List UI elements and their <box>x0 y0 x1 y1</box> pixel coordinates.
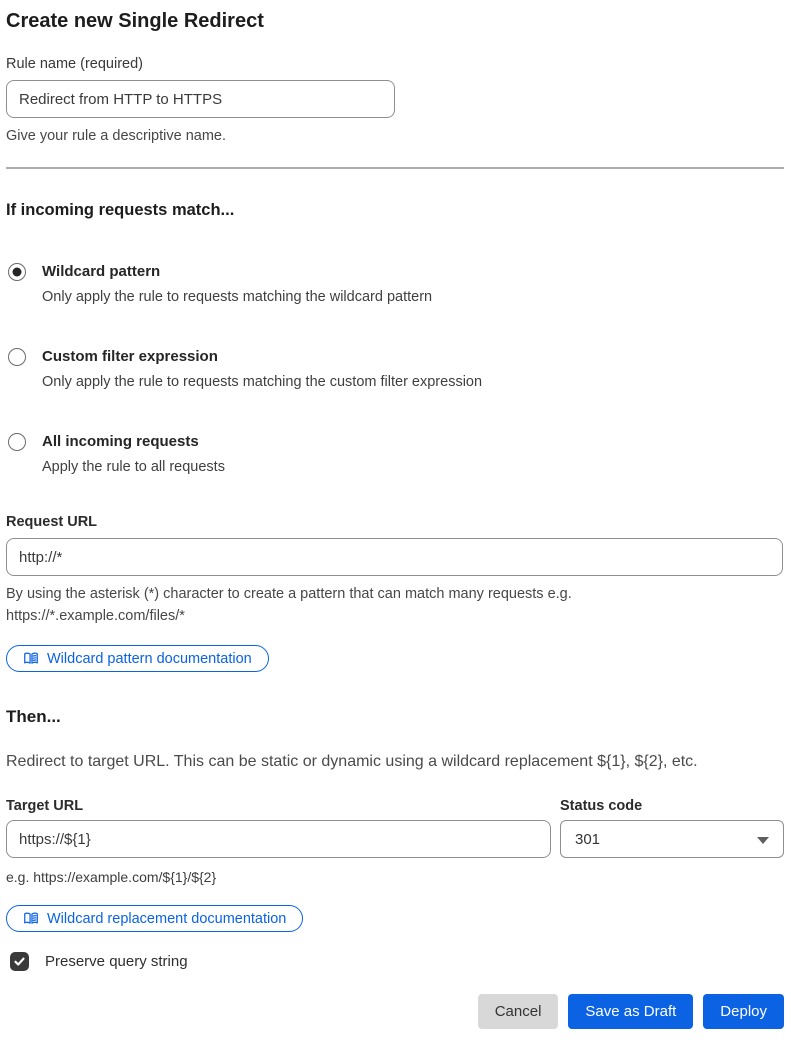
radio-option-wildcard-pattern[interactable] <box>8 261 784 308</box>
footer-actions <box>6 994 784 1029</box>
rule-name-input[interactable] <box>6 80 395 118</box>
open-book-icon <box>23 651 39 666</box>
preserve-query-label: Preserve query string <box>45 953 188 970</box>
status-code-select[interactable] <box>560 820 784 858</box>
status-code-value: 301 <box>575 831 600 848</box>
cancel-button[interactable]: Cancel <box>478 994 559 1029</box>
rule-name-label: Rule name (required) <box>6 54 784 74</box>
target-url-input[interactable] <box>6 820 551 858</box>
radio-option-custom-filter[interactable] <box>8 346 784 393</box>
wildcard-pattern-docs-label: Wildcard pattern documentation <box>47 651 252 667</box>
chevron-down-icon <box>757 837 769 844</box>
request-url-input[interactable] <box>6 538 783 576</box>
match-section-heading: If incoming requests match... <box>6 199 784 221</box>
radio-label: All incoming requests <box>42 431 225 453</box>
wildcard-pattern-docs-button[interactable] <box>6 645 269 672</box>
radio-description: Apply the rule to all requests <box>42 456 225 478</box>
rule-name-help: Give your rule a descriptive name. <box>6 125 784 147</box>
target-url-label: Target URL <box>6 796 551 816</box>
radio-description: Only apply the rule to requests matching the wildcard pattern <box>42 286 432 308</box>
radio-label: Custom filter expression <box>42 346 482 368</box>
status-code-label: Status code <box>560 796 784 816</box>
radio-unselected-icon[interactable] <box>8 433 26 451</box>
request-url-label: Request URL <box>6 512 784 532</box>
preserve-query-checkbox-row[interactable] <box>10 952 784 971</box>
wildcard-replacement-docs-button[interactable] <box>6 905 303 932</box>
open-book-icon <box>23 911 39 926</box>
then-section-heading: Then... <box>6 705 784 729</box>
create-single-redirect-form <box>0 8 791 1029</box>
section-divider <box>6 167 784 169</box>
target-status-labels-row <box>6 796 784 816</box>
save-as-draft-button[interactable]: Save as Draft <box>568 994 693 1029</box>
radio-label: Wildcard pattern <box>42 261 432 283</box>
radio-option-all-requests[interactable] <box>8 431 784 478</box>
match-radio-group <box>6 261 784 478</box>
target-url-help: e.g. https://example.com/${1}/${2} <box>6 867 784 887</box>
request-url-help-line1: By using the asterisk (*) character to create a pattern that can match many requests e.g. <box>6 586 572 602</box>
page-title: Create new Single Redirect <box>6 8 784 34</box>
deploy-button[interactable]: Deploy <box>703 994 784 1029</box>
target-status-inputs-row <box>6 820 784 858</box>
request-url-help <box>6 583 784 627</box>
then-section-description: Redirect to target URL. This can be static or dynamic using a wildcard replacement ${1}, ${2}, etc. <box>6 751 784 773</box>
wildcard-replacement-docs-label: Wildcard replacement documentation <box>47 911 286 927</box>
request-url-help-line2: https://*.example.com/files/* <box>6 608 185 624</box>
checkbox-checked-icon[interactable] <box>10 952 29 971</box>
radio-description: Only apply the rule to requests matching the custom filter expression <box>42 371 482 393</box>
radio-selected-icon[interactable] <box>8 263 26 281</box>
radio-unselected-icon[interactable] <box>8 348 26 366</box>
